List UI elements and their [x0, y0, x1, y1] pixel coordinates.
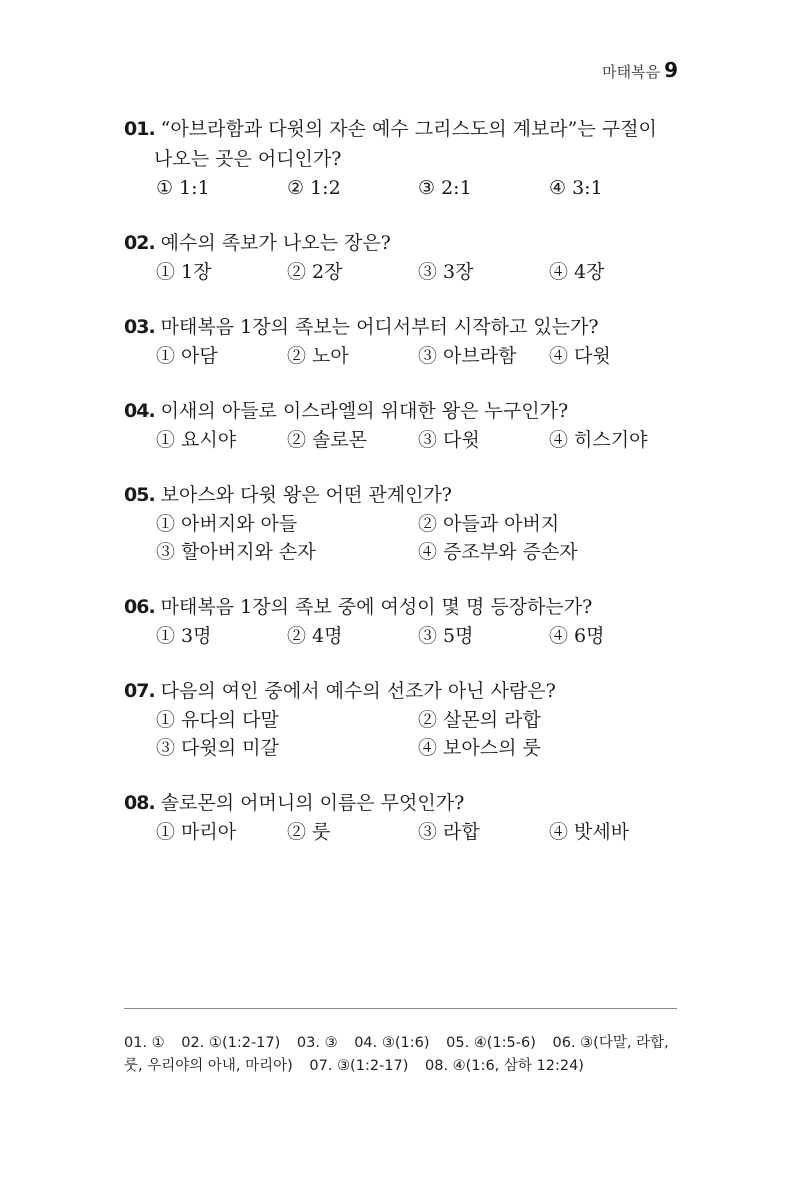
question-number: 03. [124, 316, 155, 338]
options [124, 818, 680, 846]
option-4[interactable]: ④ 히스기야 [549, 429, 648, 451]
page-number: 9 [664, 58, 678, 82]
option-3[interactable]: ③ 2:1 [418, 177, 472, 199]
divider [124, 1008, 677, 1009]
options [124, 174, 680, 202]
option-2[interactable]: ② 살몬의 라합 [418, 709, 541, 731]
answer-4: 04. ③(1:6) [354, 1035, 430, 1051]
question-4 [124, 396, 680, 454]
question-number: 06. [124, 596, 155, 618]
question-text: “아브라함과 다윗의 자손 예수 그리스도의 계보라”는 구절이 나오는 곳은 어디인가? [154, 118, 657, 170]
question-text: 예수의 족보가 나오는 장은? [160, 232, 391, 254]
question-6 [124, 592, 680, 650]
answer-1: 01. ① [124, 1035, 165, 1051]
options [124, 510, 680, 566]
option-1[interactable]: ① 마리아 [156, 821, 237, 843]
answer-5: 05. ④(1:5-6) [446, 1035, 536, 1051]
option-1[interactable]: ① 아버지와 아들 [156, 513, 298, 535]
option-4[interactable]: ④ 3:1 [549, 177, 603, 199]
book-title: 마태복음 [602, 63, 661, 81]
question-7 [124, 676, 680, 762]
option-4[interactable]: ④ 증조부와 증손자 [418, 541, 578, 563]
options [124, 258, 680, 286]
question-text: 보아스와 다윗 왕은 어떤 관계인가? [160, 484, 452, 506]
option-3[interactable]: ③ 아브라함 [418, 345, 517, 367]
option-2[interactable]: ② 아들과 아버지 [418, 513, 560, 535]
option-3[interactable]: ③ 할아버지와 손자 [156, 541, 316, 563]
answer-3: 03. ③ [296, 1035, 338, 1051]
option-3[interactable]: ③ 3장 [418, 261, 474, 283]
question-number: 04. [124, 400, 155, 422]
option-3[interactable]: ③ 5명 [418, 625, 474, 647]
options [124, 426, 680, 454]
answer-key [124, 1032, 680, 1078]
question-text: 마태복음 1장의 족보 중에 여성이 몇 명 등장하는가? [160, 596, 593, 618]
question-text: 다음의 여인 중에서 예수의 선조가 아닌 사람은? [160, 680, 556, 702]
question-3 [124, 312, 680, 370]
question-2 [124, 228, 680, 286]
answer-2: 02. ①(1:2-17) [181, 1035, 281, 1051]
question-text: 솔로몬의 어머니의 이름은 무엇인가? [160, 792, 465, 814]
option-1[interactable]: ① 유다의 다말 [156, 709, 279, 731]
option-1[interactable]: ① 요시야 [156, 429, 237, 451]
options [124, 706, 680, 762]
question-number: 07. [124, 680, 155, 702]
running-head [602, 58, 678, 82]
answer-8: 08. ④(1:6, 삼하 12:24) [425, 1058, 584, 1074]
option-3[interactable]: ③ 다윗 [418, 429, 480, 451]
option-4[interactable]: ④ 보아스의 룻 [418, 737, 541, 759]
question-5 [124, 480, 680, 566]
option-2[interactable]: ② 솔로몬 [287, 429, 368, 451]
option-1[interactable]: ① 1장 [156, 261, 212, 283]
answer-6: 06. ③(다말, 라합, 룻, 우리야의 아내, 마리아) [124, 1035, 669, 1074]
question-number: 08. [124, 792, 155, 814]
options [124, 622, 680, 650]
options [124, 342, 680, 370]
option-2[interactable]: ② 1:2 [287, 177, 341, 199]
question-text: 이새의 아들로 이스라엘의 위대한 왕은 누구인가? [160, 400, 569, 422]
option-1[interactable]: ① 아담 [156, 345, 218, 367]
question-number: 01. [124, 118, 155, 140]
option-1[interactable]: ① 1:1 [156, 177, 210, 199]
question-text: 마태복음 1장의 족보는 어디서부터 시작하고 있는가? [160, 316, 599, 338]
option-1[interactable]: ① 3명 [156, 625, 212, 647]
option-4[interactable]: ④ 4장 [549, 261, 605, 283]
question-number: 02. [124, 232, 155, 254]
option-4[interactable]: ④ 다윗 [549, 345, 611, 367]
option-2[interactable]: ② 노아 [287, 345, 349, 367]
option-2[interactable]: ② 2장 [287, 261, 343, 283]
question-8 [124, 788, 680, 846]
option-4[interactable]: ④ 6명 [549, 625, 605, 647]
question-1 [124, 114, 680, 202]
option-3[interactable]: ③ 라합 [418, 821, 480, 843]
option-3[interactable]: ③ 다윗의 미갈 [156, 737, 279, 759]
question-number: 05. [124, 484, 155, 506]
option-2[interactable]: ② 룻 [287, 821, 331, 843]
option-4[interactable]: ④ 밧세바 [549, 821, 630, 843]
question-list [124, 114, 680, 846]
option-2[interactable]: ② 4명 [287, 625, 343, 647]
answer-7: 07. ③(1:2-17) [309, 1058, 409, 1074]
